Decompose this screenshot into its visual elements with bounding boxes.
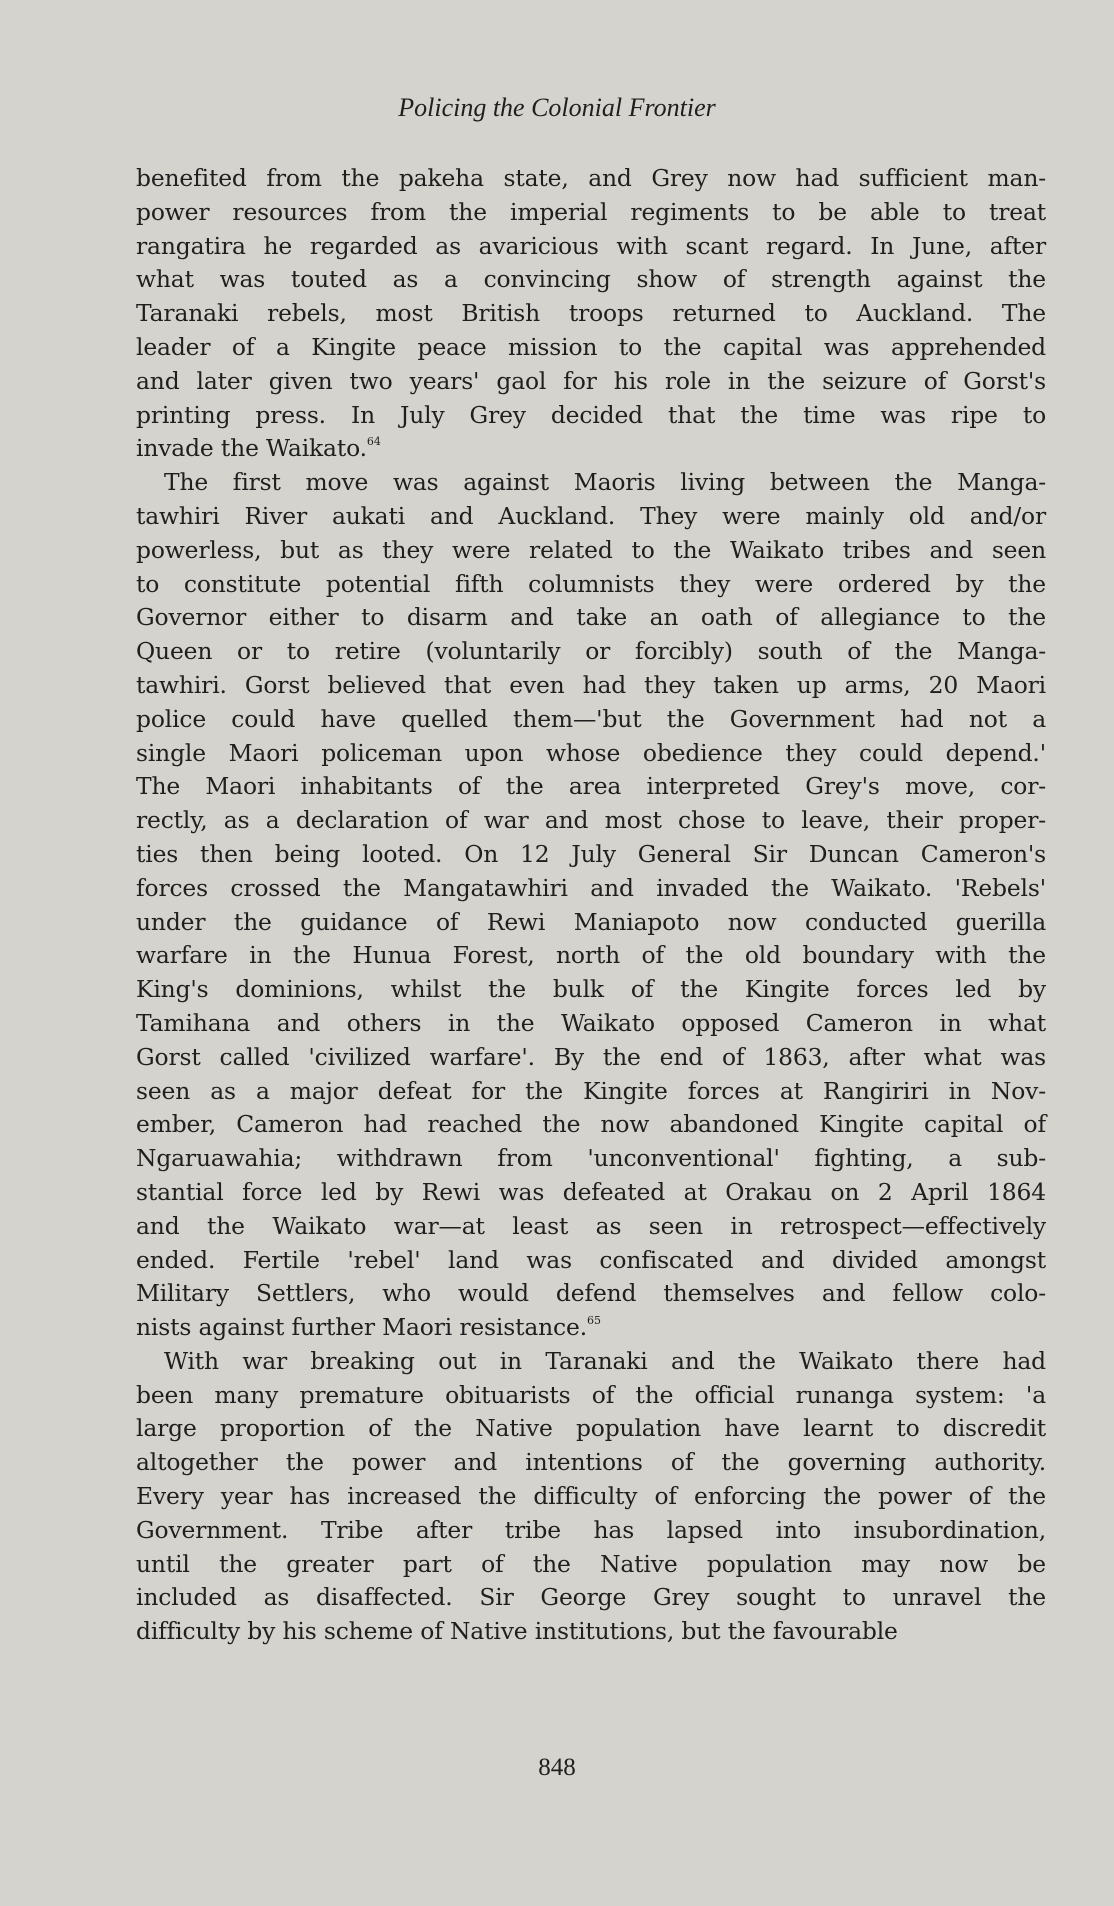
text-line: [136, 1548, 1046, 1582]
line-text: ended. Fertile 'rebel' land was confiscated and divided amongst: [136, 1245, 1046, 1274]
line-text: warfare in the Hunua Forest, north of the old boundary with the: [136, 941, 1046, 970]
running-head: Policing the Colonial Frontier: [398, 93, 716, 122]
footnote-marker: 65: [587, 1314, 601, 1328]
text-line: [136, 1244, 1046, 1278]
footnote-marker: 64: [366, 435, 381, 449]
text-line: [136, 1615, 1046, 1649]
line-text: Governor either to disarm and take an oath of allegiance to the: [136, 603, 1046, 632]
line-text: invade the Waikato.: [136, 434, 367, 463]
line-text: benefited from the pakeha state, and Grey now had sufficient man-: [136, 164, 1046, 192]
text-line: [136, 331, 1046, 365]
line-text: power resources from the imperial regiments to be able to treat: [136, 197, 1046, 226]
line-text: leader of a Kingite peace mission to the capital was apprehended: [136, 332, 1046, 361]
text-line: [136, 770, 1046, 804]
line-text: With war breaking out in Taranaki and the Waikato there had: [164, 1346, 1046, 1375]
text-line: [136, 466, 1046, 500]
line-text: printing press. In July Grey decided that the time was ripe to: [136, 400, 1046, 429]
text-line: [136, 432, 1046, 466]
text-line: [136, 703, 1046, 737]
text-line: [136, 1412, 1046, 1446]
line-text: Ngaruawahia; withdrawn from 'unconventional' fighting, a sub-: [136, 1144, 1046, 1173]
text-line: [136, 196, 1046, 230]
text-line: [136, 1108, 1046, 1142]
text-line: [136, 973, 1046, 1007]
text-line: [136, 500, 1046, 534]
line-text: The Maori inhabitants of the area interpreted Grey's move, cor-: [136, 772, 1046, 801]
text-line: [136, 568, 1046, 602]
text-line: [136, 737, 1046, 771]
text-line: [136, 872, 1046, 906]
line-text: to constitute potential fifth columnists they were ordered by the: [136, 569, 1046, 598]
line-text: rectly, as a declaration of war and most chose to leave, their proper-: [136, 806, 1046, 835]
line-text: seen as a major defeat for the Kingite forces at Rangiriri in Nov-: [136, 1076, 1046, 1105]
line-text: Tamihana and others in the Waikato opposed Cameron in what: [136, 1008, 1046, 1037]
line-text: Military Settlers, who would defend themselves and fellow colo-: [136, 1279, 1046, 1308]
text-line: [136, 1041, 1046, 1075]
paragraph: [136, 162, 1046, 466]
text-line: [136, 534, 1046, 568]
text-line: [136, 399, 1046, 433]
text-line: [136, 1277, 1046, 1311]
line-text: stantial force led by Rewi was defeated at Orakau on 2 April 1864: [136, 1177, 1046, 1206]
line-text: been many premature obituarists of the official runanga system: 'a: [136, 1380, 1046, 1409]
line-text: difficulty by his scheme of Native institutions, but the favourable: [136, 1617, 898, 1646]
text-line: [136, 1007, 1046, 1041]
text-line: [136, 906, 1046, 940]
text-line: [136, 1210, 1046, 1244]
line-text: King's dominions, whilst the bulk of the Kingite forces led by: [136, 975, 1046, 1004]
text-line: [136, 230, 1046, 264]
text-line: [136, 1379, 1046, 1413]
line-text: large proportion of the Native population have learnt to discredit: [136, 1414, 1046, 1443]
text-line: [136, 635, 1046, 669]
text-line: [136, 939, 1046, 973]
text-line: [136, 669, 1046, 703]
line-text: under the guidance of Rewi Maniapoto now conducted guerilla: [136, 907, 1046, 936]
line-text: Taranaki rebels, most British troops returned to Auckland. The: [136, 299, 1046, 328]
text-line: [136, 601, 1046, 635]
line-text: included as disaffected. Sir George Grey sought to unravel the: [136, 1583, 1046, 1612]
line-text: until the greater part of the Native population may now be: [136, 1549, 1046, 1578]
text-line: [136, 1514, 1046, 1548]
line-text: tawhiri River aukati and Auckland. They were mainly old and/or: [136, 501, 1046, 530]
text-line: [136, 365, 1046, 399]
line-text: single Maori policeman upon whose obedience they could depend.': [136, 738, 1046, 767]
line-text: Every year has increased the difficulty of enforcing the power of the: [136, 1482, 1046, 1511]
text-line: [136, 1581, 1046, 1615]
text-line: [136, 1446, 1046, 1480]
line-text: and the Waikato war—at least as seen in retrospect—effectively: [136, 1211, 1046, 1240]
text-line: [136, 1142, 1046, 1176]
line-text: and later given two years' gaol for his role in the seizure of Gorst's: [136, 366, 1046, 395]
text-line: [136, 838, 1046, 872]
page-number: 848: [538, 1754, 576, 1781]
line-text: tawhiri. Gorst believed that even had they taken up arms, 20 Maori: [136, 670, 1046, 699]
line-text: forces crossed the Mangatawhiri and invaded the Waikato. 'Rebels': [136, 873, 1046, 902]
line-text: ember, Cameron had reached the now abandoned Kingite capital of: [136, 1110, 1046, 1139]
paragraph: [136, 1345, 1046, 1649]
text-line: [136, 1075, 1046, 1109]
line-text: powerless, but as they were related to the Waikato tribes and seen: [136, 535, 1046, 564]
line-text: Gorst called 'civilized warfare'. By the end of 1863, after what was: [136, 1042, 1046, 1071]
line-text: police could have quelled them—'but the Government had not a: [136, 704, 1046, 733]
text-line: [136, 1176, 1046, 1210]
line-text: what was touted as a convincing show of strength against the: [136, 265, 1046, 294]
text-line: [136, 804, 1046, 838]
line-text: nists against further Maori resistance.: [136, 1313, 587, 1342]
text-line: [136, 263, 1046, 297]
line-text: The first move was against Maoris living between the Manga-: [164, 468, 1046, 497]
paragraph: [136, 466, 1046, 1345]
text-line: [136, 162, 1046, 196]
line-text: rangatira he regarded as avaricious with scant regard. In June, after: [136, 231, 1046, 260]
line-text: ties then being looted. On 12 July General Sir Duncan Cameron's: [136, 839, 1046, 868]
text-line: [136, 1345, 1046, 1379]
line-text: altogether the power and intentions of the governing authority.: [136, 1448, 1046, 1477]
body-text: [136, 162, 1046, 1649]
text-line: [136, 1311, 1046, 1345]
text-line: [136, 1480, 1046, 1514]
line-text: Government. Tribe after tribe has lapsed into insubordination,: [136, 1515, 1046, 1544]
text-line: [136, 297, 1046, 331]
line-text: Queen or to retire (voluntarily or forcibly) south of the Manga-: [136, 637, 1046, 666]
